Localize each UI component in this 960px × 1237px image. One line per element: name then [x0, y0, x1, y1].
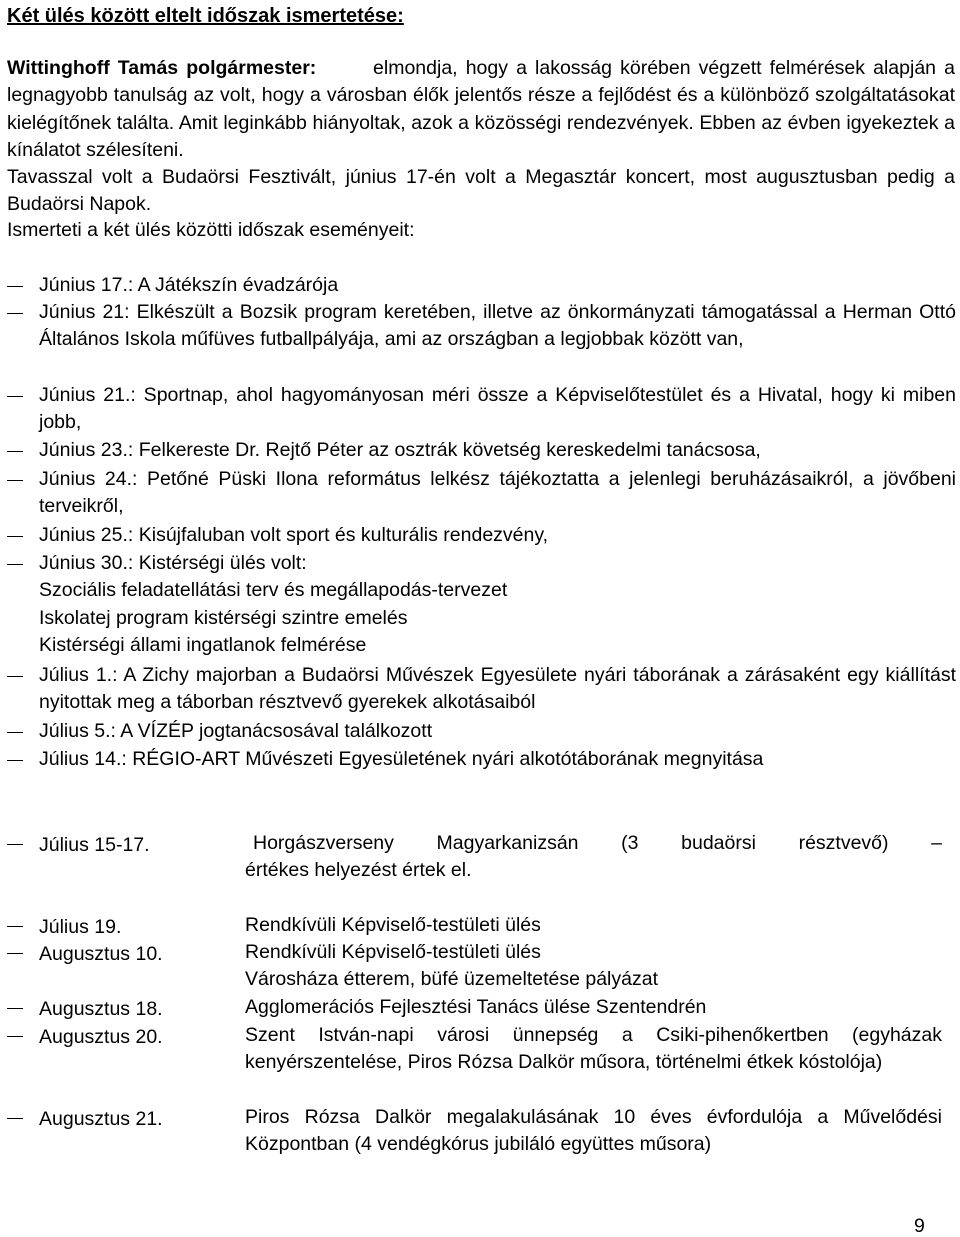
dash-bullet-icon [7, 1036, 23, 1037]
event-date: Augusztus 18. [39, 998, 163, 1020]
intro-first [7, 55, 955, 164]
page-number: 9 [914, 1215, 925, 1237]
list-item-text: Július 14.: RÉGIO-ART Művészeti Egyesületének nyári alkotótáborának megnyitása [39, 748, 764, 770]
dash-bullet-icon [7, 926, 23, 927]
intro-paragraph [7, 55, 955, 219]
dash-bullet-icon [7, 536, 23, 537]
dash-bullet-icon [7, 480, 23, 481]
dash-bullet-icon [7, 564, 23, 565]
event-line: Rendkívüli Képviselő-testületi ülés [245, 914, 541, 936]
event-line: Szent István-napi városi ünnepség a Csiki-pihenőkertben (egyházak kenyérszentelése, Piros Rózsa Dalkör műsora, történelmi étkek kóstolója) [245, 1024, 942, 1074]
event-line: Rendkívüli Képviselő-testületi ülés [245, 941, 541, 963]
events-subheading: Ismerteti a két ülés közötti időszak eseményeit: [7, 219, 415, 241]
event-date: Augusztus 21. [39, 1108, 163, 1130]
dash-bullet-icon [7, 732, 23, 733]
event-description [245, 939, 942, 994]
dash-bullet-icon [7, 451, 23, 452]
list-item-text: Július 1.: A Zichy majorban a Budaörsi Művészek Egyesülete nyári táborának a zárásaként egy kiállítást nyitottak meg a táborban résztvevő gyerekek alkotásaiból [39, 664, 956, 714]
list-item-text [39, 550, 956, 659]
event-date: Augusztus 10. [39, 943, 163, 965]
intro-text-second: Tavasszal volt a Budaörsi Fesztivált, június 17-én volt a Megasztár koncert, most augusztusban pedig a Budaörsi Napok. [7, 166, 955, 216]
dash-bullet-icon [7, 286, 23, 287]
list-item-text: Június 25.: Kisújfaluban volt sport és kulturális rendezvény, [39, 524, 549, 546]
section-heading: Két ülés között eltelt időszak ismertetése: [7, 5, 404, 27]
speaker-name: Wittinghoff Tamás polgármester: [7, 57, 317, 79]
list-subline: Szociális feladatellátási terv és megállapodás-tervezet [39, 579, 508, 602]
event-line: Piros Rózsa Dalkör megalakulásának 10 éves évfordulója a Művelődési Központban (4 vendégkórus jubiláló együttes műsora) [245, 1106, 942, 1156]
event-description [245, 830, 942, 885]
event-description [245, 994, 942, 1021]
list-item-text: Június 21: Elkészült a Bozsik program keretében, illetve az önkormányzati támogatással a Herman Ottó Általános Iskola műfüves futballpályája, ami az országban a legjobbak között van, [39, 301, 956, 351]
list-item-text: Július 5.: A VÍZÉP jogtanácsosával találkozott [39, 720, 433, 742]
event-line: Horgászverseny Magyarkanizsán (3 budaörsi résztvevő) – [253, 832, 942, 854]
event-description [245, 912, 942, 939]
dash-bullet-icon [7, 953, 23, 954]
event-date: Július 15-17. [39, 834, 150, 856]
dash-bullet-icon [7, 396, 23, 397]
dash-bullet-icon [7, 1118, 23, 1119]
dash-bullet-icon [7, 1008, 23, 1009]
list-item-text: Június 24.: Petőné Püski Ilona református lelkész tájékoztatta a jelenlegi beruházásaikról, a jövőbeni terveikről, [39, 468, 956, 518]
dash-bullet-icon [7, 676, 23, 677]
event-line: értékes helyezést értek el. [245, 859, 472, 882]
list-subline: Iskolatej program kistérségi szintre emelés [39, 606, 408, 629]
event-description [245, 1104, 942, 1159]
event-line: Agglomerációs Fejlesztési Tanács ülése Szentendrén [245, 996, 707, 1018]
event-description [245, 1022, 942, 1077]
dash-bullet-icon [7, 844, 23, 845]
list-item-main: Június 30.: Kistérségi ülés volt: [39, 552, 307, 574]
list-item-text: Június 17.: A Játékszín évadzárója [39, 274, 339, 296]
dash-bullet-icon [7, 313, 23, 314]
list-item-text: Június 23.: Felkereste Dr. Rejtő Péter az osztrák követség kereskedelmi tanácsosa, [39, 439, 761, 461]
event-date: Július 19. [39, 916, 122, 938]
dash-bullet-icon [7, 760, 23, 761]
event-line: Városháza étterem, büfé üzemeltetése pályázat [245, 968, 658, 991]
intro-text-first: elmondja, hogy a lakosság körében végzett felmérések alapján a legnagyobb tanulság az volt, hogy a városban élők jelentős része a fejlődést és a különböző szolgáltatásokat kielégítőnek találta. Amit leginkább hiányoltak, azok a közösségi rendezvények. Ebben az évben igyekeztek a kínálatot szélesíteni. [7, 57, 955, 161]
list-subline: Kistérségi állami ingatlanok felmérése [39, 633, 367, 656]
event-date: Augusztus 20. [39, 1026, 163, 1048]
list-item-text: Június 21.: Sportnap, ahol hagyományosan méri össze a Képviselőtestület és a Hivatal, hogy ki miben jobb, [39, 384, 956, 434]
